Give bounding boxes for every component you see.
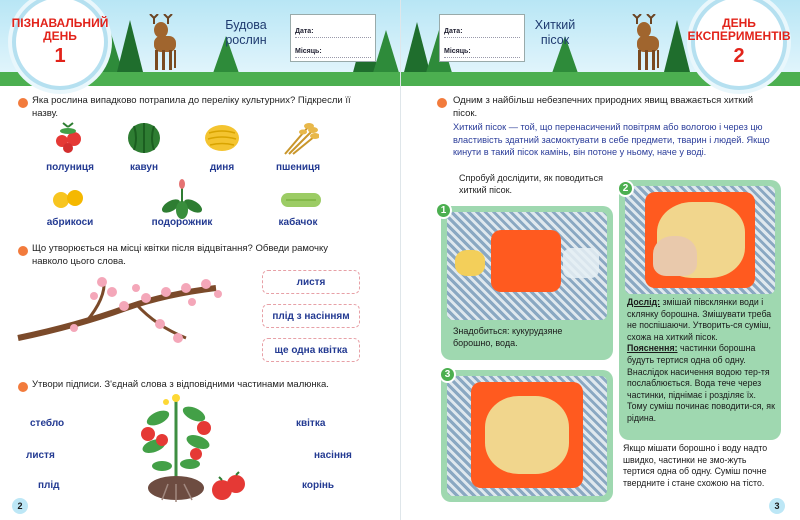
option-leaves-box[interactable]: листя [262, 270, 360, 294]
explanation-label: Пояснення: [627, 343, 678, 354]
word-root[interactable]: корінь [302, 480, 335, 491]
task2-bullet [18, 246, 28, 256]
right-badge-title: ДЕНЬ ЕКСПЕРИМЕНТІВ [687, 15, 791, 43]
try-prompt: Спробуй дослідити, як поводиться хиткий пісок. [459, 173, 603, 195]
experiment-label: Дослід: [627, 297, 661, 307]
left-topic: Будова рослин [225, 18, 267, 47]
word-fruit[interactable]: плід [38, 480, 60, 491]
zucchini-icon [278, 186, 324, 214]
melon-icon [202, 120, 242, 156]
left-date-label: Дата: [295, 28, 314, 35]
intro-bullet [437, 98, 447, 108]
word-flower[interactable]: квітка [296, 418, 326, 429]
item-plantain-label: подорожник [151, 217, 213, 228]
step2-photo [625, 186, 775, 294]
item-apricot-label: абрикоси [46, 217, 94, 228]
task3-bullet [18, 382, 28, 392]
task2-question: Що утворюється на місці квітки після відцвітання? Обведи рамочку навколо цього слова. [32, 243, 328, 267]
item-watermelon-label: кавун [129, 162, 159, 173]
experiment-block [627, 297, 777, 425]
wheat-icon [278, 118, 320, 158]
step3-number: 3 [439, 366, 456, 383]
right-date-label: Дата: [444, 28, 463, 35]
right-page [400, 0, 800, 520]
step3-photo [447, 376, 607, 496]
word-seeds[interactable]: насіння [314, 450, 352, 461]
right-topic: Хиткий пісок [534, 18, 576, 47]
word-leaves[interactable]: листя [26, 450, 55, 461]
tomato-plant-illustration [118, 388, 248, 508]
plantain-icon [158, 178, 206, 220]
watermelon-icon [124, 120, 164, 156]
task3-question: Утвори підписи. З'єднай слова з відповідними частинами малюнка. [32, 379, 329, 390]
intro-question: Одним з найбільш небезпечних природних явищ вважається хиткий пісок. [453, 95, 754, 119]
experiment-text: змішай півсклянки води і склянку борошна. Змішувати треба не поспішаючи. Утворить-ся суміш, схожа на хиткий пісок. [627, 297, 772, 342]
item-strawberry-label: полуниця [46, 162, 94, 173]
strawberry-icon [50, 120, 86, 156]
step1-caption: Знадобиться: кукурудзяне борошно, вода. [453, 326, 563, 349]
apricot-icon [50, 184, 86, 214]
left-month-label: Місяць: [295, 48, 322, 55]
deer-illustration [140, 14, 184, 72]
intro-definition: Хиткий пісок — той, що перенасичений повітрям або вологою і через цю властивість здатний засмоктувати в себе предмети, тварин і людей. Якщо кинути в такий пісок камінь, він потоне у ньому, наче у воді. [453, 122, 770, 157]
step2-number: 2 [617, 180, 634, 197]
blossom-branch-illustration [16, 268, 226, 360]
right-badge-number: 2 [733, 44, 745, 67]
conclusion-text: Якщо мішати борошно і воду надто швидко, частинки не змо-жуть тертися одна об одну. Суміш почне твердните і стане схожою на тісто. [623, 443, 768, 488]
left-page-number: 2 [12, 498, 28, 514]
step1-number: 1 [435, 202, 452, 219]
explanation-text: частинки борошна будуть тертися одна об одну. Внаслідок насичення водою тер-тя послаблюється. Вода тече через частинки, піднімає і розділяє їх. Тому суміш починає поводити-ся, як рідина. [627, 343, 775, 423]
left-badge-number: 1 [54, 44, 66, 67]
item-wheat-label: пшениця [275, 162, 321, 173]
task1-bullet [18, 98, 28, 108]
right-date-box [439, 14, 525, 62]
step1-photo [447, 212, 607, 320]
left-badge-title: ПІЗНАВАЛЬНИЙ ДЕНЬ [11, 15, 109, 43]
right-month-label: Місяць: [444, 48, 471, 55]
option-another-flower-box[interactable]: ще одна квітка [262, 338, 360, 362]
left-date-box [290, 14, 376, 62]
item-zucchini-label: кабачок [278, 217, 318, 228]
right-page-number: 3 [769, 498, 785, 514]
deer-illustration-right [623, 14, 667, 72]
item-melon-label: диня [209, 162, 235, 173]
task1-question: Яка рослина випадково потрапила до переліку культурних? Підкресли її назву. [32, 95, 351, 119]
option-fruit-with-seeds-box[interactable]: плід з насінням [262, 304, 360, 328]
word-stem[interactable]: стебло [30, 418, 65, 429]
